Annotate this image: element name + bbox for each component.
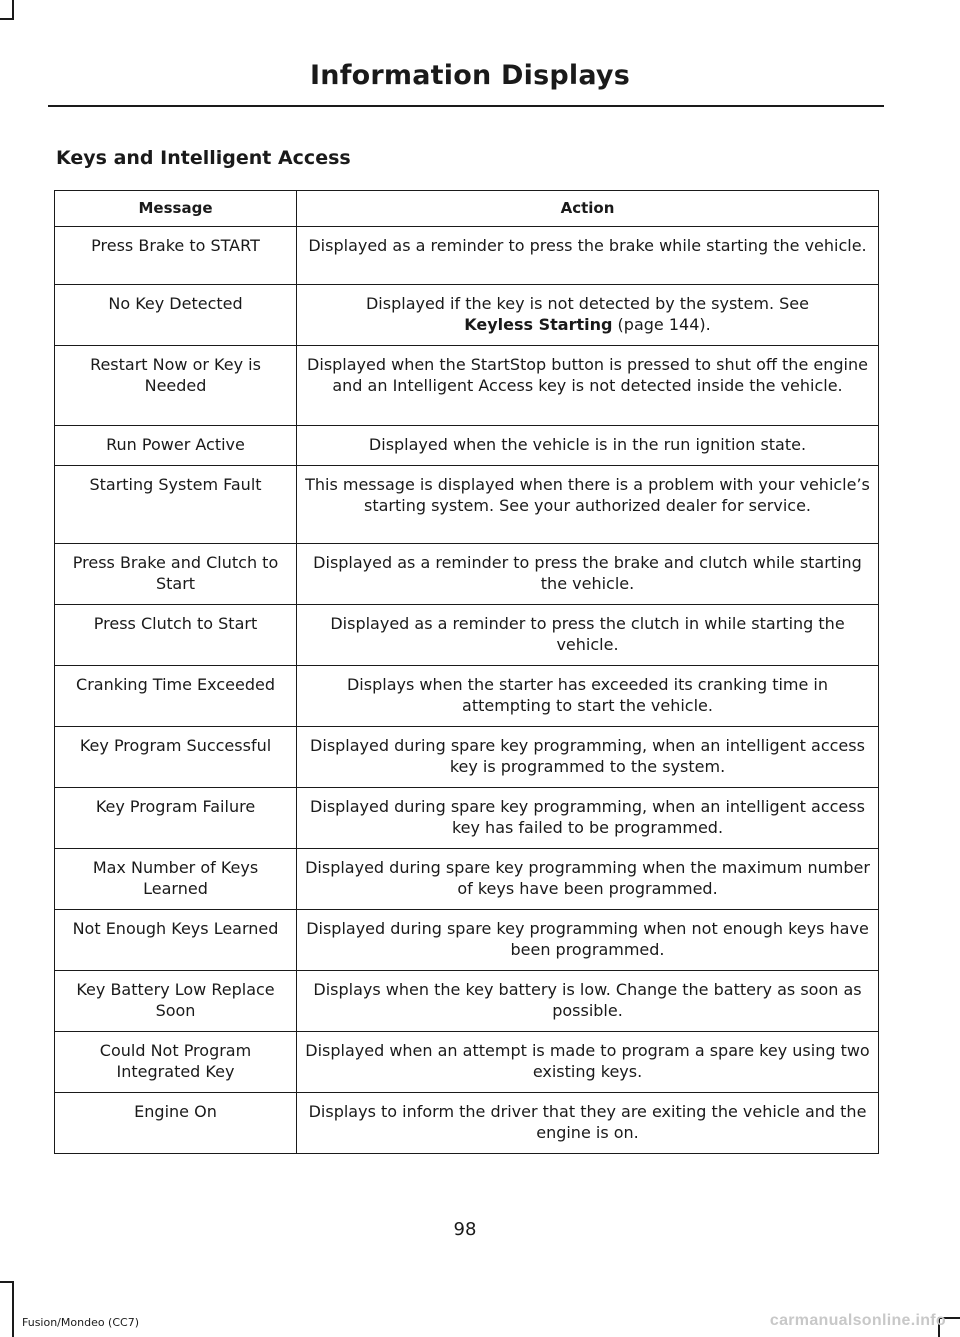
table-row: [55, 426, 879, 466]
action-text: Displayed if the key is not detected by the system. See: [365, 294, 809, 313]
message-cell: Engine On: [55, 1093, 297, 1154]
action-cell: Displayed during spare key programming when not enough keys have been programmed.: [297, 910, 879, 971]
column-header-message: Message: [55, 191, 297, 227]
table-row: [55, 971, 879, 1032]
table-row: [55, 910, 879, 971]
table-row: [55, 666, 879, 727]
message-cell: No Key Detected: [55, 285, 297, 346]
table-row: [55, 466, 879, 544]
message-cell: Starting System Fault: [55, 466, 297, 544]
message-cell: Restart Now or Key is Needed: [55, 346, 297, 426]
crop-mark-bottom-left-vertical: [12, 1281, 14, 1337]
action-cell: Displayed when the vehicle is in the run ignition state.: [297, 426, 879, 466]
table-row: [55, 849, 879, 910]
action-cell: Displayed as a reminder to press the brake and clutch while starting the vehicle.: [297, 544, 879, 605]
action-cell: Displays to inform the driver that they are exiting the vehicle and the engine is on.: [297, 1093, 879, 1154]
message-cell: Key Program Failure: [55, 788, 297, 849]
page-title: Information Displays: [310, 60, 630, 91]
message-cell: Press Brake to START: [55, 227, 297, 285]
page-number: 98: [453, 1219, 477, 1240]
table-row: [55, 285, 879, 346]
table-row: [55, 1093, 879, 1154]
column-header-action: Action: [297, 191, 879, 227]
action-cell: Displayed when an attempt is made to program a spare key using two existing keys.: [297, 1032, 879, 1093]
action-cell: Displayed as a reminder to press the brake while starting the vehicle.: [297, 227, 879, 285]
message-cell: Press Brake and Clutch to Start: [55, 544, 297, 605]
action-cell: Displayed during spare key programming, when an intelligent access key has failed to be programmed.: [297, 788, 879, 849]
action-cell: Displayed when the StartStop button is pressed to shut off the engine and an Intelligent Access key is not detected inside the vehicle.: [297, 346, 879, 426]
section-heading: Keys and Intelligent Access: [56, 147, 351, 169]
table-row: [55, 346, 879, 426]
message-cell: Key Program Successful: [55, 727, 297, 788]
messages-table: [54, 190, 879, 1154]
header-divider: [48, 105, 884, 107]
message-cell: Cranking Time Exceeded: [55, 666, 297, 727]
action-cell: Displays when the starter has exceeded its cranking time in attempting to start the vehicle.: [297, 666, 879, 727]
message-cell: Press Clutch to Start: [55, 605, 297, 666]
action-cell: Displayed as a reminder to press the clutch in while starting the vehicle.: [297, 605, 879, 666]
message-cell: Key Battery Low Replace Soon: [55, 971, 297, 1032]
action-cell: Displays when the key battery is low. Change the battery as soon as possible.: [297, 971, 879, 1032]
message-cell: Could Not Program Integrated Key: [55, 1032, 297, 1093]
table-row: [55, 605, 879, 666]
action-cell: Displayed during spare key programming, when an intelligent access key is programmed to the system.: [297, 727, 879, 788]
message-cell: Max Number of Keys Learned: [55, 849, 297, 910]
message-cell: Not Enough Keys Learned: [55, 910, 297, 971]
crop-mark-top-left-vertical: [12, 0, 14, 20]
page-reference: (page 144).: [612, 315, 711, 334]
cross-reference-link[interactable]: Keyless Starting: [464, 315, 613, 334]
watermark: carmanualsonline.info: [769, 1312, 946, 1329]
crop-mark-top-left-horizontal: [0, 18, 14, 20]
table-row: [55, 1032, 879, 1093]
message-cell: Run Power Active: [55, 426, 297, 466]
table-row: [55, 788, 879, 849]
table-header-row: [55, 191, 879, 227]
table-row: [55, 227, 879, 285]
crop-mark-bottom-left-horizontal: [0, 1281, 14, 1283]
action-cell: This message is displayed when there is a problem with your vehicle’s starting system. See your authorized dealer for service.: [297, 466, 879, 544]
table-row: [55, 727, 879, 788]
action-cell: [297, 285, 879, 346]
action-cell: Displayed during spare key programming when the maximum number of keys have been programmed.: [297, 849, 879, 910]
table-row: [55, 544, 879, 605]
footer-model-label: Fusion/Mondeo (CC7): [22, 1316, 140, 1329]
